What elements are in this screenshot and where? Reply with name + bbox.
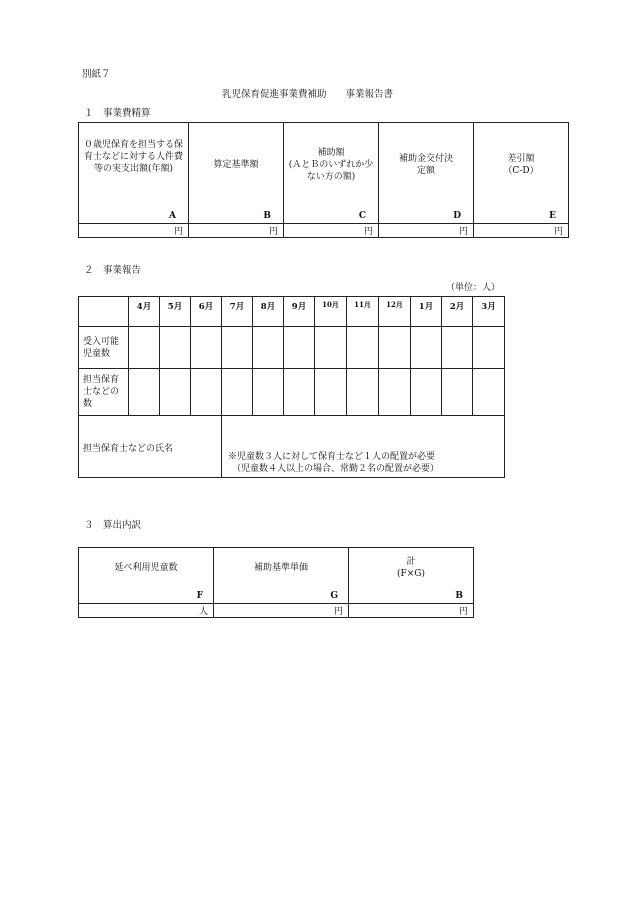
capacity-cell[interactable]	[191, 327, 222, 369]
month-header: 12月	[379, 297, 411, 327]
staff-cell[interactable]	[442, 369, 473, 416]
staffing-note-2: （児童数４人以上の場合、常勤２名の配置が必要）	[232, 464, 440, 474]
section2-heading: ２ 事業報告	[84, 265, 142, 276]
calc-header-cell	[349, 548, 474, 604]
staff-cell[interactable]	[379, 369, 411, 416]
capacity-cell[interactable]	[160, 327, 191, 369]
section1-heading: １ 事業費精算	[84, 108, 151, 119]
letter-f: F	[196, 591, 203, 601]
staff-cell[interactable]	[284, 369, 315, 416]
total-cell[interactable]: 円	[349, 604, 474, 618]
month-header: 2月	[442, 297, 473, 327]
attachment-number: 別紙７	[82, 69, 111, 80]
letter-e: E	[549, 211, 556, 221]
staff-cell[interactable]	[129, 369, 160, 416]
calc-header-cell	[79, 548, 214, 604]
capacity-cell[interactable]	[379, 327, 411, 369]
amount-cell-c[interactable]: 円	[284, 224, 379, 238]
expense-header-cell	[284, 123, 379, 224]
calc-header-cell	[214, 548, 349, 604]
expense-header-standard: 算定基準額	[213, 160, 259, 170]
capacity-cell[interactable]	[315, 327, 347, 369]
letter-d: D	[453, 211, 461, 221]
row-header-capacity: 受入可能児童数	[79, 327, 129, 369]
letter-c: C	[358, 211, 366, 221]
expense-header-decision: 補助金交付決定額	[398, 154, 453, 176]
staff-cell[interactable]	[191, 369, 222, 416]
amount-cell-b[interactable]: 円	[189, 224, 284, 238]
month-header: 4月	[129, 297, 160, 327]
staff-name-label: 担当保育士などの氏名	[83, 444, 174, 454]
month-header: 5月	[160, 297, 191, 327]
unit-note: （単位：人）	[446, 283, 501, 293]
expense-header-cell	[189, 123, 284, 224]
staff-cell[interactable]	[411, 369, 442, 416]
staff-cell[interactable]	[473, 369, 505, 416]
expense-header-actual: ０歳児保育を担当する保育士などに対する人件費等の実支出額(年額)	[83, 140, 183, 174]
letter-b: B	[263, 211, 271, 221]
row-header-staff: 担当保育士などの数	[79, 369, 129, 416]
month-header: 6月	[191, 297, 222, 327]
month-header: 10月	[315, 297, 347, 327]
amount-cell-e[interactable]: 円	[474, 224, 569, 238]
letter-g: G	[330, 591, 338, 601]
staff-cell[interactable]	[222, 369, 253, 416]
capacity-cell[interactable]	[129, 327, 160, 369]
expense-header-difference: 差引額 （C-D）	[503, 154, 539, 176]
capacity-cell[interactable]	[284, 327, 315, 369]
calc-header-unit-price: 補助基準単価	[253, 563, 308, 573]
expense-settlement-table	[78, 122, 569, 238]
month-header: 3月	[473, 297, 505, 327]
expense-header-cell	[379, 123, 474, 224]
children-count-cell[interactable]: 人	[79, 604, 214, 618]
letter-a: A	[169, 211, 176, 221]
staff-name-label-cell	[79, 416, 222, 478]
expense-header-cell	[474, 123, 569, 224]
calculation-breakdown-table	[78, 547, 474, 618]
unit-price-cell[interactable]: 円	[214, 604, 349, 618]
month-header: 11月	[347, 297, 379, 327]
calc-header-children: 延べ利用児童数	[114, 563, 178, 573]
month-header: 9月	[284, 297, 315, 327]
letter-b2: B	[455, 591, 463, 601]
month-header: 8月	[253, 297, 284, 327]
section3-heading: ３ 算出内訳	[84, 520, 142, 531]
expense-header-cell	[79, 123, 189, 224]
staff-cell[interactable]	[347, 369, 379, 416]
document-title: 乳児保育促進事業費補助 事業報告書	[222, 89, 394, 100]
amount-cell-a[interactable]: 円	[79, 224, 189, 238]
staff-cell[interactable]	[315, 369, 347, 416]
capacity-cell[interactable]	[253, 327, 284, 369]
month-header: 1月	[411, 297, 442, 327]
calc-header-total: 計 (F×G)	[397, 557, 425, 579]
corner-cell	[79, 297, 129, 327]
amount-cell-d[interactable]: 円	[379, 224, 474, 238]
capacity-cell[interactable]	[222, 327, 253, 369]
business-report-table	[78, 296, 505, 478]
staff-cell[interactable]	[160, 369, 191, 416]
capacity-cell[interactable]	[442, 327, 473, 369]
month-header: 7月	[222, 297, 253, 327]
expense-header-subsidy: 補助額 (ＡとＢのいずれか少ない方の額)	[288, 148, 374, 182]
staff-name-cell[interactable]	[222, 416, 505, 478]
staff-cell[interactable]	[253, 369, 284, 416]
staffing-note-1: ※児童数３人に対して保育士など１人の配置が必要	[228, 452, 436, 462]
capacity-cell[interactable]	[473, 327, 505, 369]
capacity-cell[interactable]	[411, 327, 442, 369]
capacity-cell[interactable]	[347, 327, 379, 369]
